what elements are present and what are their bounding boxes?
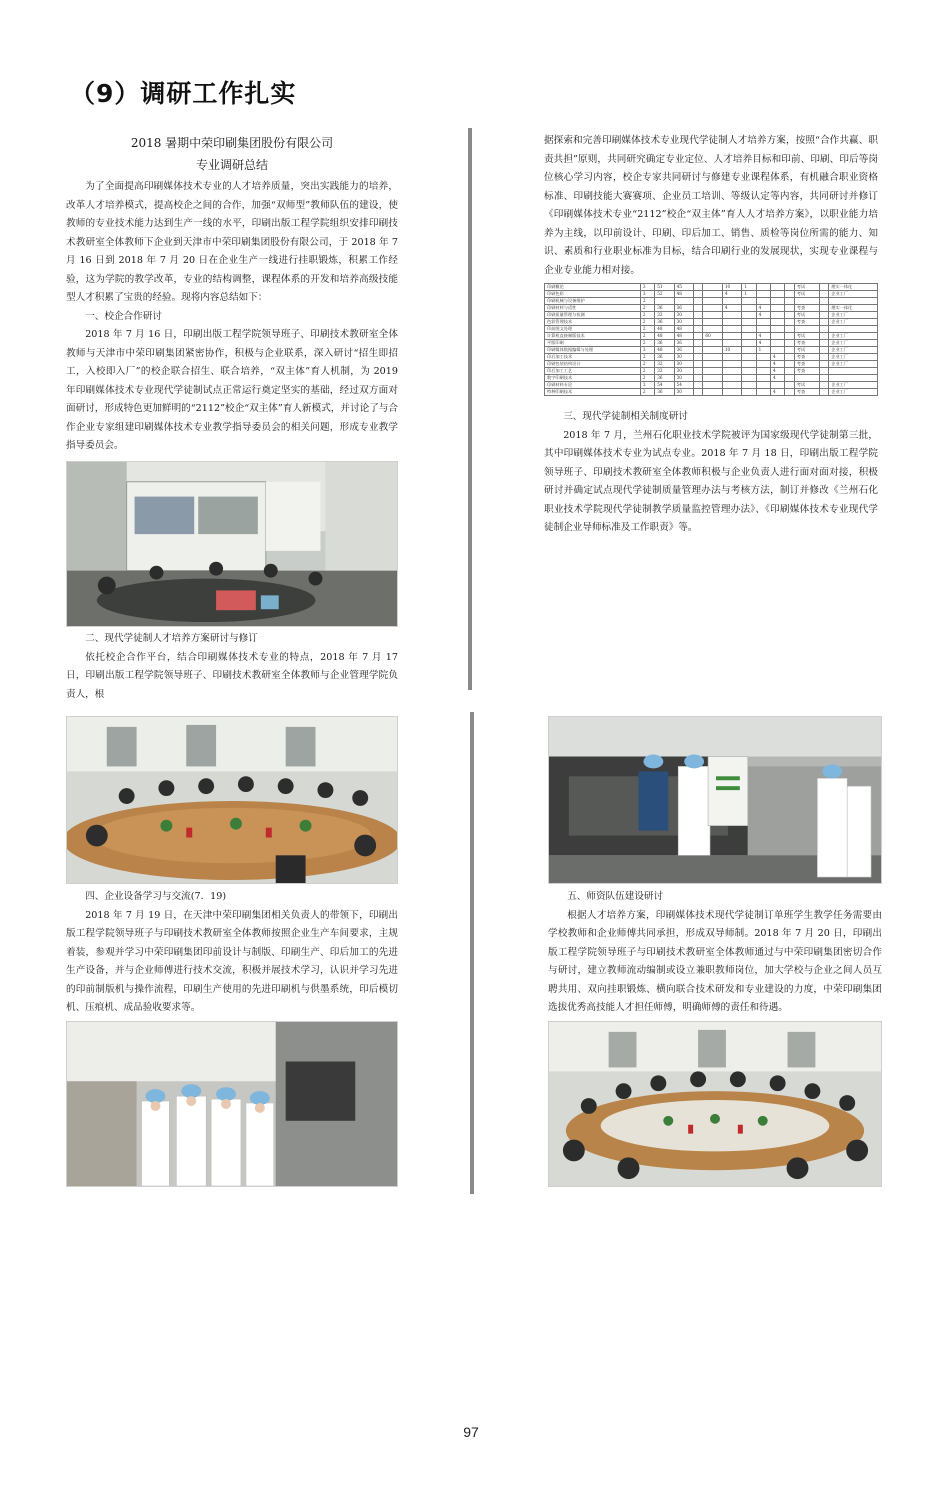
curriculum-table xyxy=(544,283,878,396)
table-row xyxy=(545,284,878,291)
table-cell xyxy=(703,319,722,326)
table-cell: 30 xyxy=(674,354,693,361)
table-cell xyxy=(819,361,828,368)
table-cell: 企业工厂 xyxy=(829,291,878,298)
table-cell xyxy=(785,284,794,291)
table-cell: 4 xyxy=(771,389,785,396)
table-row xyxy=(545,298,878,305)
table-cell xyxy=(771,382,785,389)
table-cell xyxy=(794,326,819,333)
seminar-room-round-table-photo xyxy=(548,1021,882,1187)
table-cell xyxy=(794,298,819,305)
table-cell: 4 xyxy=(771,361,785,368)
table-cell: 30 xyxy=(674,361,693,368)
table-cell: 2 xyxy=(640,326,654,333)
table-cell xyxy=(722,340,741,347)
table-cell: 考试 xyxy=(794,347,819,354)
table-cell xyxy=(703,389,722,396)
table-cell: 48 xyxy=(674,333,693,340)
table-cell: 4 xyxy=(756,305,770,312)
table-cell xyxy=(819,312,828,319)
table-cell xyxy=(742,375,756,382)
table-cell xyxy=(694,291,703,298)
table-cell xyxy=(722,326,741,333)
table-cell: 10 xyxy=(722,284,741,291)
report-column-right-mid xyxy=(544,408,878,538)
report-column-bottom-right xyxy=(548,888,882,1018)
table-cell: 企业工厂 xyxy=(829,340,878,347)
table-cell xyxy=(771,326,785,333)
table-cell xyxy=(742,319,756,326)
table-cell xyxy=(742,347,756,354)
table-cell xyxy=(771,347,785,354)
table-cell xyxy=(819,305,828,312)
table-cell xyxy=(756,389,770,396)
table-row xyxy=(545,312,878,319)
table-cell: 32 xyxy=(655,312,674,319)
table-cell xyxy=(722,319,741,326)
table-cell xyxy=(785,305,794,312)
table-cell xyxy=(703,312,722,319)
table-cell: 4 xyxy=(756,340,770,347)
table-cell: 企业工厂 xyxy=(829,361,878,368)
table-cell xyxy=(756,291,770,298)
table-cell xyxy=(703,354,722,361)
table-cell xyxy=(722,354,741,361)
table-cell: 印刷质量管理与检测 xyxy=(545,312,641,319)
table-cell xyxy=(756,382,770,389)
table-cell xyxy=(703,305,722,312)
table-cell xyxy=(703,291,722,298)
table-cell: 36 xyxy=(655,319,674,326)
table-row xyxy=(545,291,878,298)
table-cell xyxy=(771,319,785,326)
table-cell: 4 xyxy=(771,368,785,375)
table-cell: 36 xyxy=(655,354,674,361)
table-cell xyxy=(694,284,703,291)
report-column-mid-left xyxy=(66,630,398,704)
table-cell: 2 xyxy=(640,354,654,361)
table-cell: 企业工厂 xyxy=(829,389,878,396)
table-cell xyxy=(722,382,741,389)
table-cell xyxy=(771,305,785,312)
table-cell xyxy=(819,375,828,382)
column-divider-bottom xyxy=(470,712,474,1194)
table-cell: 48 xyxy=(655,347,674,354)
paragraph-apprenticeship-system: 2018 年 7 月，兰州石化职业技术学院被评为国家级现代学徒制第三批，其中印刷媒体技术专业为试点专业。2018 年 7 月 18 日，印刷出版工程学院领导班子、印刷技术教研室全体教师积极与企业负责人进行面对面对接，积极研讨并确定试点现代学徒制质量管理办法与考核方法，制订并修改《兰州石化职业技术学院现代学徒制教学质量监控管理办法》、《印刷媒体技术专业现代学徒制企业导师标准及工作职责》等。 xyxy=(544,429,878,533)
heading-apprenticeship-system: 三、现代学徒制相关制度研讨 xyxy=(563,411,688,422)
table-cell xyxy=(785,298,794,305)
table-cell: 36 xyxy=(655,375,674,382)
paragraph-apprenticeship-plan: 依托校企合作平台，结合印刷媒体技术专业的特点，2018 年 7 月 17 日，印刷出版工程学院领导班子、印刷技术教研室全体教师与企业管理学院负责人，根 xyxy=(66,651,398,700)
report-column-top-left xyxy=(66,132,398,456)
section-title: （9）调研工作扎实 xyxy=(70,79,297,108)
table-cell: 4 xyxy=(756,333,770,340)
table-cell xyxy=(722,298,741,305)
table-cell xyxy=(703,368,722,375)
report-title: 2018 暑期中荣印刷集团股份有限公司 xyxy=(130,136,334,150)
paragraph-equipment-study: 2018 年 7 月 19 日，在天津中荣印刷集团相关负责人的带领下，印刷出版工程学院领导班子与印刷技术教研室全体教师按照企业生产车间要求，主规着装，参观并学习中荣印刷集团印前设计与制版、印刷生产、印后加工的先进生产设备，并与企业师傅进行技术交流，积极并展技术学习，认识并学习先进的印前制版机与操作流程，印刷生产使用的先进印刷机与供墨系统，印后模切机、压痕机、成品验收要求等。 xyxy=(66,909,398,1013)
table-cell: 印前图文处理 xyxy=(545,326,641,333)
paragraph-faculty-development: 根据人才培养方案，印刷媒体技术现代学徒制订单班学生教学任务需要由学校教师和企业师傅共同承担，形成双导师制。2018 年 7 月 20 日，印刷出版工程学院领导班子与印刷技术教研室全体教师通过与中荣印刷集团密切合作与研讨，建立教师流动编制或设立兼职教师岗位，加大学校与企业之间人员互聘共用、双向挂职锻炼、横向联合技术研发和专业建设的力度，中荣印刷集团选拔优秀高技能人才担任师傅，明确师傅的责任和待遇。 xyxy=(548,909,882,1013)
table-cell xyxy=(756,368,770,375)
heading-equipment-study: 四、企业设备学习与交流(7．19) xyxy=(85,891,227,902)
table-cell: 特种印刷技术 xyxy=(545,389,641,396)
table-cell: 印刷色彩 xyxy=(545,291,641,298)
table-cell: 3 xyxy=(640,382,654,389)
table-cell: 45 xyxy=(674,284,693,291)
table-cell xyxy=(785,354,794,361)
table-cell: 计算机直接制版技术 xyxy=(545,333,641,340)
table-cell xyxy=(785,319,794,326)
table-cell xyxy=(703,382,722,389)
table-cell xyxy=(722,375,741,382)
table-cell: 2 xyxy=(640,319,654,326)
table-cell: 数字印刷技术 xyxy=(545,375,641,382)
column-divider-top xyxy=(468,128,472,690)
table-cell: 48 xyxy=(674,291,693,298)
table-cell xyxy=(742,326,756,333)
table-cell: 考试 xyxy=(794,284,819,291)
table-cell: 1 xyxy=(742,284,756,291)
table-cell xyxy=(756,354,770,361)
table-cell: 48 xyxy=(674,326,693,333)
table-cell: 36 xyxy=(655,389,674,396)
table-cell: 2 xyxy=(640,298,654,305)
table-cell: 48 xyxy=(655,333,674,340)
table-cell xyxy=(771,312,785,319)
table-cell: 4 xyxy=(756,312,770,319)
table-cell: 平版印刷 xyxy=(545,340,641,347)
table-row xyxy=(545,333,878,340)
table-cell: 2 xyxy=(640,312,654,319)
table-cell: 2 xyxy=(640,333,654,340)
table-cell xyxy=(703,347,722,354)
table-cell xyxy=(722,361,741,368)
table-cell: 36 xyxy=(655,305,674,312)
table-cell xyxy=(829,368,878,375)
table-cell: 印刷机械与设备维护 xyxy=(545,298,641,305)
table-cell: 3 xyxy=(640,347,654,354)
table-cell: 52 xyxy=(655,291,674,298)
table-cell: 32 xyxy=(655,368,674,375)
table-cell xyxy=(703,326,722,333)
table-cell: 考查 xyxy=(794,354,819,361)
table-cell xyxy=(694,368,703,375)
table-cell xyxy=(722,368,741,375)
table-cell xyxy=(742,298,756,305)
table-cell xyxy=(771,284,785,291)
table-cell xyxy=(819,354,828,361)
table-cell xyxy=(829,326,878,333)
table-row xyxy=(545,319,878,326)
table-cell xyxy=(785,389,794,396)
table-cell xyxy=(756,319,770,326)
table-cell: 30 xyxy=(674,389,693,396)
table-cell: 考试 xyxy=(794,291,819,298)
factory-visit-protective-gear-photo xyxy=(66,1021,398,1187)
table-cell: 30 xyxy=(674,375,693,382)
table-cell: 考查 xyxy=(794,340,819,347)
table-cell xyxy=(742,312,756,319)
table-cell xyxy=(742,340,756,347)
table-cell: 54 xyxy=(674,382,693,389)
table-cell xyxy=(703,375,722,382)
table-cell: 印刷包装结构设计 xyxy=(545,361,641,368)
table-cell: 考试 xyxy=(794,333,819,340)
table-cell: 考试 xyxy=(794,382,819,389)
table-cell xyxy=(694,340,703,347)
table-cell xyxy=(742,368,756,375)
table-row xyxy=(545,347,878,354)
table-cell: 考查 xyxy=(794,319,819,326)
table-cell: 32 xyxy=(655,361,674,368)
table-cell xyxy=(694,389,703,396)
table-cell xyxy=(785,333,794,340)
table-cell: 36 xyxy=(674,340,693,347)
table-cell: 4 xyxy=(771,354,785,361)
table-cell xyxy=(694,312,703,319)
table-cell xyxy=(794,375,819,382)
table-cell xyxy=(694,305,703,312)
table-row xyxy=(545,326,878,333)
table-cell xyxy=(742,361,756,368)
table-cell: 理实一体化 xyxy=(829,305,878,312)
table-cell: 36 xyxy=(674,347,693,354)
table-cell: 4 xyxy=(722,305,741,312)
table-cell: 考查 xyxy=(794,361,819,368)
page-number: 97 xyxy=(463,1424,479,1440)
table-cell: 企业工厂 xyxy=(829,347,878,354)
table-cell: 企业工厂 xyxy=(829,312,878,319)
table-cell xyxy=(785,312,794,319)
table-cell xyxy=(785,326,794,333)
table-row xyxy=(545,361,878,368)
table-cell: 2 xyxy=(640,361,654,368)
table-cell: 1 xyxy=(742,291,756,298)
table-cell xyxy=(742,333,756,340)
table-cell: 考查 xyxy=(794,389,819,396)
table-cell xyxy=(756,284,770,291)
table-cell: 3 xyxy=(640,291,654,298)
table-cell xyxy=(742,354,756,361)
table-cell: 4 xyxy=(722,291,741,298)
table-cell xyxy=(703,361,722,368)
table-cell: 印后加工技术 xyxy=(545,354,641,361)
table-cell xyxy=(703,284,722,291)
table-cell: 2 xyxy=(640,368,654,375)
table-cell xyxy=(829,298,878,305)
table-cell xyxy=(722,389,741,396)
table-cell xyxy=(829,375,878,382)
table-cell: 3 xyxy=(640,284,654,291)
table-cell xyxy=(694,354,703,361)
table-cell xyxy=(819,319,828,326)
table-cell: 60 xyxy=(703,333,722,340)
table-cell xyxy=(785,361,794,368)
table-cell: 色彩管理技术 xyxy=(545,319,641,326)
table-cell: 10 xyxy=(722,347,741,354)
paragraph-school-enterprise-cooperation: 2018 年 7 月 16 日，印刷出版工程学院领导班子、印刷技术教研室全体教师与天津市中荣印刷集团紧密协作，积极与企业联系，深入研讨“招生即招工，入校即入厂”的校企联合招生、联合培养，“双主体”育人机制，为 2019 年印刷媒体技术专业现代学徒制试点正常运行奠定坚实的基础，经过双方面对面研讨，形成特色更加鲜明的“2112”校企“双主体”育人新模式，并讨论了与合作企业专家组建印刷媒体技术专业教学指导委员会的相关问题，形成专业教学指导委员会。 xyxy=(66,329,398,451)
table-cell: 企业工厂 xyxy=(829,382,878,389)
table-cell: 印刷材料与适性 xyxy=(545,305,641,312)
table-cell xyxy=(694,361,703,368)
table-cell xyxy=(819,368,828,375)
table-cell: 2 xyxy=(640,375,654,382)
table-cell: 企业工厂 xyxy=(829,319,878,326)
table-row xyxy=(545,389,878,396)
table-cell: 企业工厂 xyxy=(829,333,878,340)
table-cell xyxy=(819,298,828,305)
table-cell xyxy=(742,389,756,396)
table-cell xyxy=(785,347,794,354)
table-cell xyxy=(819,326,828,333)
table-cell: 51 xyxy=(655,284,674,291)
table-cell: 30 xyxy=(674,368,693,375)
table-cell xyxy=(785,368,794,375)
table-cell xyxy=(756,326,770,333)
report-column-bottom-left xyxy=(66,888,398,1018)
heading-apprenticeship-plan: 二、现代学徒制人才培养方案研讨与修订 xyxy=(85,633,258,644)
table-cell xyxy=(785,291,794,298)
table-cell: 考查 xyxy=(794,368,819,375)
table-row xyxy=(545,340,878,347)
table-cell xyxy=(722,312,741,319)
table-cell: 考试 xyxy=(794,312,819,319)
table-cell: 2 xyxy=(640,305,654,312)
table-cell: 印刷材料专论 xyxy=(545,382,641,389)
table-cell xyxy=(722,333,741,340)
table-cell xyxy=(819,333,828,340)
table-cell: 1 xyxy=(756,347,770,354)
table-row xyxy=(545,354,878,361)
report-subtitle: 专业调研总结 xyxy=(195,158,268,172)
table-cell: 36 xyxy=(674,305,693,312)
table-cell xyxy=(742,305,756,312)
table-cell xyxy=(694,347,703,354)
table-cell xyxy=(771,298,785,305)
paragraph-apprenticeship-plan-continued: 据探索和完善印刷媒体技术专业现代学徒制人才培养方案，按照“合作共赢、职责共担”原则，共同研究确定专业定位、人才培养目标和印前、印刷、印后等岗位核心学习内容，校企专家共同研讨与修建专业课程体系，有机融合职业资格标准、印刷技能大赛赛项、企业员工培训、等级认定等内容，共同研讨并修订《印刷媒体技术专业“2112”校企“双主体”育人人才培养方案》，以职业能力培养为主线，以印前设计、印刷、印后加工、销售、质检等岗位所需的能力、知识、素质和行业职业标准为目标，结合印刷行业的发展现状，实现专业课程与企业专业能力相对接。 xyxy=(544,135,878,276)
table-cell xyxy=(694,319,703,326)
table-cell xyxy=(756,361,770,368)
table-cell xyxy=(819,284,828,291)
table-cell xyxy=(655,298,674,305)
heading-school-enterprise-cooperation: 一、校企合作研讨 xyxy=(85,310,162,322)
table-cell: 考查 xyxy=(794,305,819,312)
heading-faculty-development: 五、师资队伍建设研讨 xyxy=(567,891,664,902)
table-cell xyxy=(756,298,770,305)
meeting-room-projection-photo xyxy=(66,461,398,627)
table-cell xyxy=(785,340,794,347)
table-cell xyxy=(742,382,756,389)
table-cell xyxy=(819,291,828,298)
table-cell xyxy=(694,298,703,305)
table-row xyxy=(545,368,878,375)
table-cell xyxy=(771,291,785,298)
table-row xyxy=(545,382,878,389)
table-cell xyxy=(819,389,828,396)
table-cell xyxy=(694,375,703,382)
table-cell: 2 xyxy=(640,340,654,347)
table-cell xyxy=(674,298,693,305)
table-cell xyxy=(819,340,828,347)
table-cell xyxy=(694,333,703,340)
report-intro: 为了全面提高印刷媒体技术专业的人才培养质量，突出实践能力的培养，改革人才培养模式，提高校企之间的合作，加强“双师型”教师队伍的建设，使教师的专业技术能力达到生产一线的水平，印刷出版工程学院组织安排印刷技术教研室全体教师下企业到天津市中荣印刷集团股份有限公司，于 2018 年 7 月 16 日到 2018 年 7 月 20 日在企业生产一线进行挂职锻炼，积累工作经验，这为学院的教学改革，专业的结构调整，课程体系的开发和培养高级技能型人才积累了宝贵的经验。现将内容总结如下： xyxy=(66,181,398,303)
table-cell xyxy=(694,382,703,389)
printing-press-workshop-photo xyxy=(548,716,882,884)
table-cell: 2 xyxy=(640,389,654,396)
table-cell: 理实一体化 xyxy=(829,284,878,291)
table-cell: 48 xyxy=(655,326,674,333)
table-cell xyxy=(756,375,770,382)
table-cell xyxy=(819,347,828,354)
table-cell xyxy=(703,298,722,305)
table-cell xyxy=(785,375,794,382)
table-row xyxy=(545,305,878,312)
table-row xyxy=(545,375,878,382)
table-cell: 36 xyxy=(655,340,674,347)
table-cell: 印后加工工艺 xyxy=(545,368,641,375)
table-cell: 54 xyxy=(655,382,674,389)
table-cell: 30 xyxy=(674,319,693,326)
table-cell: 印刷媒体数据编辑与处理 xyxy=(545,347,641,354)
report-column-top-right xyxy=(544,132,878,280)
table-cell xyxy=(785,382,794,389)
table-cell: 印刷概论 xyxy=(545,284,641,291)
table-cell xyxy=(771,340,785,347)
table-cell xyxy=(694,326,703,333)
table-cell xyxy=(771,333,785,340)
table-cell xyxy=(819,382,828,389)
table-cell xyxy=(703,340,722,347)
conference-table-discussion-photo xyxy=(66,716,398,884)
table-cell: 30 xyxy=(674,312,693,319)
table-cell: 4 xyxy=(771,375,785,382)
table-cell: 企业工厂 xyxy=(829,354,878,361)
